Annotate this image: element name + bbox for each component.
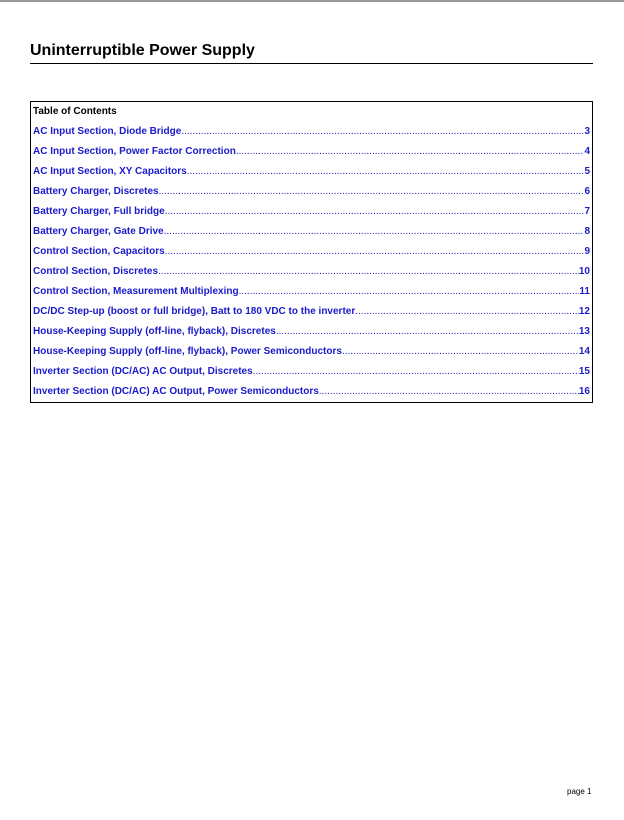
toc-entry[interactable] <box>33 225 590 245</box>
toc-dot-leader <box>342 345 579 359</box>
toc-dot-leader <box>165 205 585 219</box>
toc-entry-label[interactable]: House-Keeping Supply (off-line, flyback), Power Semiconductors <box>33 346 342 357</box>
toc-dot-leader <box>239 285 580 299</box>
toc-entry-page[interactable]: 14 <box>578 346 590 357</box>
toc-entry-page[interactable]: 4 <box>584 146 590 157</box>
toc-entry[interactable] <box>33 345 590 365</box>
page-top-edge <box>0 0 624 2</box>
toc-entry[interactable] <box>33 285 590 305</box>
toc-entry-label[interactable]: House-Keeping Supply (off-line, flyback), Discretes <box>33 326 276 337</box>
toc-dot-leader <box>164 225 585 239</box>
toc-list <box>33 125 590 405</box>
toc-entry[interactable] <box>33 145 590 165</box>
toc-dot-leader <box>253 365 579 379</box>
toc-entry-page[interactable]: 16 <box>578 386 590 397</box>
toc-entry-label[interactable]: Control Section, Discretes <box>33 266 159 277</box>
toc-dot-leader <box>319 385 579 399</box>
toc-entry-label[interactable]: Battery Charger, Gate Drive <box>33 226 164 237</box>
title-underline <box>30 63 593 64</box>
toc-entry-page[interactable]: 10 <box>578 266 590 277</box>
toc-entry-label[interactable]: Battery Charger, Full bridge <box>33 206 165 217</box>
toc-entry[interactable] <box>33 125 590 145</box>
toc-entry[interactable] <box>33 205 590 225</box>
toc-entry-label[interactable]: Inverter Section (DC/AC) AC Output, Power Semiconductors <box>33 386 319 397</box>
table-of-contents <box>30 101 593 403</box>
toc-entry[interactable] <box>33 165 590 185</box>
toc-entry-label[interactable]: Control Section, Capacitors <box>33 246 165 257</box>
toc-entry-page[interactable]: 11 <box>579 286 590 297</box>
toc-entry-page[interactable]: 15 <box>578 366 590 377</box>
page-number: page 1 <box>567 787 592 796</box>
toc-dot-leader <box>158 265 579 279</box>
toc-entry[interactable] <box>33 265 590 285</box>
toc-entry-page[interactable]: 9 <box>584 246 590 257</box>
toc-entry-page[interactable]: 5 <box>584 166 590 177</box>
toc-entry[interactable] <box>33 185 590 205</box>
toc-dot-leader <box>165 245 585 259</box>
toc-entry-page[interactable]: 13 <box>578 326 590 337</box>
toc-entry-label[interactable]: DC/DC Step-up (boost or full bridge), Batt to 180 VDC to the inverter <box>33 306 356 317</box>
toc-entry-label[interactable]: AC Input Section, Diode Bridge <box>33 126 182 137</box>
toc-dot-leader <box>187 165 585 179</box>
toc-entry-label[interactable]: Inverter Section (DC/AC) AC Output, Discretes <box>33 366 253 377</box>
toc-dot-leader <box>276 325 579 339</box>
toc-entry[interactable] <box>33 325 590 345</box>
toc-dot-leader <box>355 305 579 319</box>
toc-entry-page[interactable]: 6 <box>584 186 590 197</box>
toc-entry-page[interactable]: 8 <box>584 226 590 237</box>
toc-entry[interactable] <box>33 365 590 385</box>
toc-entry-label[interactable]: AC Input Section, Power Factor Correction <box>33 146 236 157</box>
toc-entry-label[interactable]: Control Section, Measurement Multiplexing <box>33 286 239 297</box>
toc-entry[interactable] <box>33 305 590 325</box>
toc-entry-label[interactable]: Battery Charger, Discretes <box>33 186 159 197</box>
toc-heading: Table of Contents <box>33 106 117 117</box>
document-title: Uninterruptible Power Supply <box>30 42 255 59</box>
toc-dot-leader <box>159 185 585 199</box>
toc-entry[interactable] <box>33 245 590 265</box>
toc-dot-leader <box>181 125 584 139</box>
toc-entry-label[interactable]: AC Input Section, XY Capacitors <box>33 166 187 177</box>
toc-entry-page[interactable]: 12 <box>578 306 590 317</box>
toc-entry-page[interactable]: 3 <box>584 126 590 137</box>
toc-entry-page[interactable]: 7 <box>584 206 590 217</box>
toc-entry[interactable] <box>33 385 590 405</box>
toc-dot-leader <box>236 145 585 159</box>
